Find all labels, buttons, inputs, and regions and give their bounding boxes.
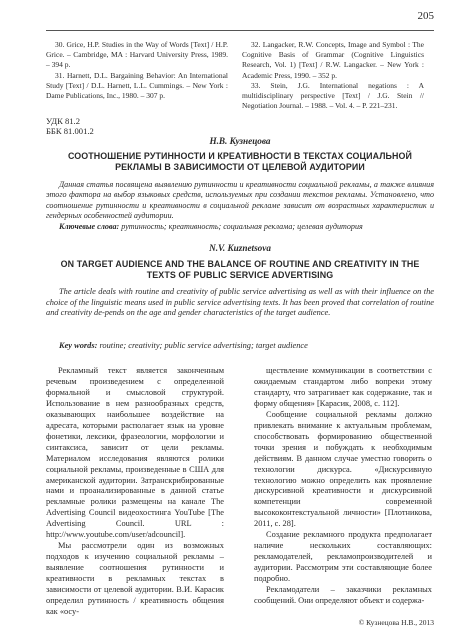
keywords-en bbox=[46, 341, 434, 352]
keywords-ru-text: рутинность; креативность; социальная реклама; целевая аудитория bbox=[121, 222, 363, 231]
udk-code: УДК 81.2 bbox=[46, 116, 80, 126]
body-paragraph: Создание рекламного продукта предполагает наличие нескольких составляющих: рекламодателей, рекламопроизводителей и аудитории. Рассмотрим эти составляющие более подробно. bbox=[254, 530, 432, 584]
body-paragraph: Рекламодатели – заказчики рекламных сообщений. Они определяют объект и содержа- bbox=[254, 585, 432, 606]
header-rule bbox=[46, 30, 434, 31]
classification-codes bbox=[46, 116, 94, 136]
abstract-en: The article deals with routine and creativity of public service advertising as well as with their influence on the choice of the linguistic means used in public service advertising texts. It has been proved that correlation of routine and creativity de-pends on the age and gender characteristics of the target audience. bbox=[46, 287, 434, 318]
body-paragraph: Рекламный текст является законченным речевым произведением с определенной формальной и смысловой структурой. Использование в нем разнообразных средств, оказывающих наибольшее воздействие на адресата, которыми располагает язык на уровне фонетики, лексики, фразеологии, морфологии и синтаксиса, зависит от цели рекламы. Материалом исследования являются ролики социальной рекламы, произведенные в США для американской аудитории. Затранскрибированные нами и проанализированные в данной статье рекламные ролики размещены на канале The Advertising Council видеохостинга YouTube [The Advertising Council. URL : http://www.youtube.com/user/adcouncil]. bbox=[46, 366, 224, 540]
body-paragraph: Сообщение социальной рекламы должно привлекать внимание к актуальным проблемам, способствовать формированию общественной точки зрения и побуждать к необходимым действиям. В данном случае уместно говорить о технологии дискурса. «Дискурсивную технологию можно определить как проявление дискурсивной креативности и дискурсивной компетенции современной высококонтекстуальной личности» [Плотникова, 2011, с. 28]. bbox=[254, 409, 432, 529]
body-left-column bbox=[46, 366, 224, 618]
page-number: 205 bbox=[417, 10, 434, 22]
reference-item: 31. Harnett, D.L. Bargaining Behavior: An International Study [Text] / D.L. Harnett, L.L. Cummings. – New York : Dame Publications, Inc., 1980. – 307 p. bbox=[46, 70, 228, 101]
reference-item: 33. Stein, J.G. International negations : A multidisciplinary perspective [Text] / J.G. Stein // Negotiation Journal. – 1988. – Vol. 4. – P. 221–231. bbox=[242, 80, 424, 111]
reference-item: 32. Langacker, R.W. Concepts, Image and Symbol : The Cognitive Basis of Grammar (Cognitive Linguistics Research, Vol. 1) [Text] / R.W. Langacker. – New York : Academic Press, 1990. – 352 p. bbox=[242, 40, 424, 80]
abstract-ru: Данная статья посвящена выявлению рутинности и креативности социальной рекламы, а также влияния этого фактора на выбор языковых средств, используемых при создании текстов рекламы. Установлено, что соотношение рутинности и креативности в социальной рекламе зависит от возрастных характеристик и гендерных особенностей аудитории. bbox=[46, 180, 434, 221]
author-ru: Н.В. Кузнецова bbox=[209, 136, 271, 146]
keywords-en-label: Key words: bbox=[59, 341, 98, 350]
title-en: ON TARGET AUDIENCE AND THE BALANCE OF ROUTINE AND CREATIVITY IN THE TEXTS OF PUBLIC SERVICE ADVERTISING bbox=[60, 259, 420, 281]
body-paragraph: Мы рассмотрели один из возможных подходов к изучению социальной рекламы – выявление соотношения рутинности и креативности в рекламных текстах в зависимости от целевой аудитории. В.И. Карасик определил рутинность / креативность общения как «осу- bbox=[46, 541, 224, 616]
keywords-en-text: routine; creativity; public service advertising; target audience bbox=[99, 341, 308, 350]
keywords-ru bbox=[46, 222, 434, 232]
references-left-column bbox=[46, 40, 228, 101]
body-right-column bbox=[254, 366, 432, 607]
keywords-ru-label: Ключевые слова: bbox=[59, 222, 120, 231]
bbk-code: ББК 81.001.2 bbox=[46, 126, 94, 137]
references-right-column bbox=[242, 40, 424, 111]
author-en: N.V. Kuznetsova bbox=[209, 243, 271, 253]
title-ru: СООТНОШЕНИЕ РУТИННОСТИ И КРЕАТИВНОСТИ В ТЕКСТАХ СОЦИАЛЬНОЙ РЕКЛАМЫ В ЗАВИСИМОСТИ ОТ ЦЕЛЕВОЙ АУДИТОРИИ bbox=[67, 151, 412, 173]
reference-item: 30. Grice, H.P. Studies in the Way of Words [Text] / H.P. Grice. – Cambridge, MA : Harvard University Press, 1989. – 394 p. bbox=[46, 40, 228, 70]
body-paragraph: ществление коммуникации в соответствии с ожидаемым стандартом либо вопреки этому стандарту, что затрагивает как содержание, так и форму общения» [Карасик, 2008, с. 112]. bbox=[254, 366, 432, 408]
copyright: © Кузнецова Н.В., 2013 bbox=[358, 618, 434, 627]
